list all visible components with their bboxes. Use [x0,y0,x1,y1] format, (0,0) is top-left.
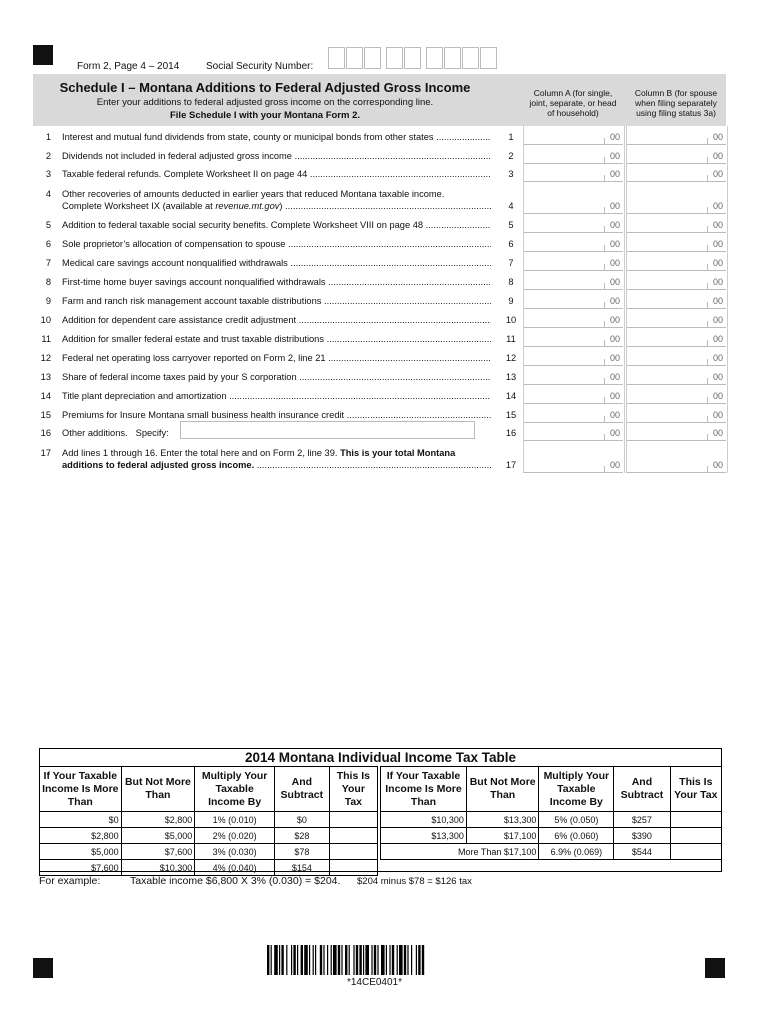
cents-value: 00 [609,315,620,325]
schedule-title: Schedule I – Montana Additions to Federal Adjusted Gross Income [59,80,471,95]
cents-value: 00 [712,391,723,401]
barcode-bar [363,945,364,975]
amount-input-col-b[interactable] [627,386,726,404]
amount-input-col-b[interactable] [627,146,726,164]
amount-input-col-a[interactable] [524,196,623,214]
barcode-bar [389,945,390,975]
tax-cell: $5,000 [40,844,122,860]
barcode-bar [293,945,295,975]
barcode-bar [338,945,340,975]
line-text: Sole proprietor’s allocation of compensation to spouse ..... [62,238,491,250]
barcode-bar [341,945,342,975]
th-not-more-than: But Not More Than [121,767,195,812]
tax-cell: $2,800 [40,828,122,844]
line-1 [33,126,497,145]
cents-value: 00 [712,410,723,420]
line-text: First-time home buyer savings account nonqualified withdrawals ..... [62,276,491,288]
amount-input-col-b[interactable] [627,127,726,145]
barcode-bar [301,945,303,975]
amount-input-col-a[interactable] [524,386,623,404]
cents-value: 00 [609,353,620,363]
barcode-bar [304,945,308,975]
cents-value: 00 [609,372,620,382]
amount-input-col-b[interactable] [627,348,726,366]
barcode-bar [309,945,310,975]
registration-mark-top-left [33,45,53,65]
line-2 [33,145,497,164]
registration-mark-bottom-left [33,958,53,978]
amount-input-col-b[interactable] [627,215,726,233]
tax-cell: $0 [40,812,122,828]
cents-value: 00 [609,151,620,161]
tax-table-title: 2014 Montana Individual Income Tax Table [244,750,517,765]
tax-bracket-row [381,812,722,828]
schedule-subtitle: Enter your additions to federal adjusted gross income on the corresponding line. [96,97,434,108]
example-calculation: Taxable income $6,800 X 3% (0.030) = $204. [130,875,341,887]
line-ref-number: 3 [508,169,514,179]
line-ref-number: 13 [505,372,517,382]
amount-input-col-b[interactable] [627,423,726,441]
cents-value: 00 [609,169,620,179]
your-tax-input[interactable] [329,844,377,860]
registration-mark-bottom-right [705,958,725,978]
line-text: Other additions. Specify: [62,428,169,438]
line-ref-number: 16 [505,428,517,438]
column-a-header: Column A (for single, joint, separate, or head of household) [529,88,617,118]
barcode-bar [422,945,424,975]
specify-label: Specify: [135,428,169,438]
barcode-bar [281,945,283,975]
tax-cell: $390 [614,828,670,844]
line-17 [33,441,497,473]
line-number: 8 [45,277,51,287]
cents-value: 00 [712,239,723,249]
line-ref-number: 9 [508,296,514,306]
tax-cell: $154 [274,860,329,876]
line-8 [33,271,497,290]
barcode-bar [320,945,322,975]
form-page-label: Form 2, Page 4 – 2014 [77,61,180,72]
cents-value: 00 [712,169,723,179]
line-7 [33,252,497,271]
schedule-file-note: File Schedule I with your Montana Form 2. [169,110,361,121]
barcode-bar [356,945,358,975]
line-ref-number: 5 [508,220,514,230]
amount-input-col-b[interactable] [627,367,726,385]
tax-table-right [380,766,722,860]
tax-cell: $0 [274,812,329,828]
line-number: 7 [45,258,51,268]
barcode-bar [333,945,337,975]
tax-cell: 1% (0.010) [195,812,275,828]
barcode [267,945,482,975]
specify-input[interactable] [180,421,475,439]
line-number: 2 [45,151,51,161]
cents-value: 00 [609,201,620,211]
line-text-continued: Complete Worksheet IX (available at revenue.mt.gov) ..... [62,200,491,212]
amount-input-col-a[interactable] [524,146,623,164]
line-text: Addition for dependent care assistance credit adjustment ..... [62,314,491,326]
barcode-bar [286,945,287,975]
line-ref-number: 15 [505,410,517,420]
cents-value: 00 [712,296,723,306]
line-number: 11 [41,334,51,344]
line-number: 6 [45,239,51,249]
barcode-bar [359,945,361,975]
your-tax-input[interactable] [329,860,377,876]
amount-input-col-a[interactable] [524,367,623,385]
amount-input-col-a[interactable] [524,253,623,271]
cents-value: 00 [712,372,723,382]
tax-cell: $28 [274,828,329,844]
tax-bracket-row [40,812,378,828]
th-not-more-than-2: But Not More Than [466,767,538,812]
barcode-bar [315,945,316,975]
line-text: Interest and mutual fund dividends from state, county or municipal bonds from other states ..... [62,131,491,143]
amount-input-col-a[interactable] [524,310,623,328]
barcode-bar [297,945,298,975]
cents-value: 00 [712,334,723,344]
th-more-than-2: If Your Taxable Income Is More Than [381,767,467,812]
barcode-bar [327,945,328,975]
cents-value: 00 [712,353,723,363]
cents-value: 00 [712,201,723,211]
line-number: 10 [40,315,51,325]
barcode-bar [353,945,354,975]
amount-input-col-b[interactable] [627,405,726,423]
amount-input-col-a[interactable] [524,215,623,233]
line-ref-number: 14 [505,391,517,401]
amount-input-col-b[interactable] [627,291,726,309]
cents-value: 00 [712,132,723,142]
cents-value: 00 [609,391,620,401]
example-result: $204 minus $78 = $126 tax [357,876,472,887]
tax-bracket-row [40,860,378,876]
barcode-bar [386,945,387,975]
line-13 [33,366,497,385]
line-9 [33,290,497,309]
tax-cell: $13,300 [381,828,467,844]
line-text: Premiums for Insure Montana small business health insurance credit ..... [62,409,491,421]
line-number: 3 [45,169,51,179]
barcode-bar [399,945,403,975]
line-text: Dividends not included in federal adjusted gross income ..... [62,150,491,162]
tax-bracket-row [40,828,378,844]
tax-cell: 2% (0.020) [195,828,275,844]
amount-input-col-b[interactable] [627,164,726,182]
cents-value: 00 [712,277,723,287]
barcode-bar [323,945,324,975]
barcode-bar [407,945,408,975]
barcode-bar [397,945,398,975]
cents-value: 00 [609,132,620,142]
th-more-than: If Your Taxable Income Is More Than [40,767,122,812]
barcode-bar [365,945,369,975]
tax-cell: $10,300 [381,812,467,828]
tax-bracket-row [40,844,378,860]
line-text: Title plant depreciation and amortization ..... [62,390,491,402]
amount-input-col-b[interactable] [627,253,726,271]
barcode-bar [416,945,417,975]
line-6 [33,233,497,252]
amount-input-col-a[interactable] [524,329,623,347]
tax-bracket-row [381,844,722,860]
cents-value: 00 [609,220,620,230]
line-number: 4 [45,189,51,199]
tax-cell: 5% (0.050) [539,812,614,828]
cents-value: 00 [712,220,723,230]
cents-value: 00 [712,151,723,161]
amount-input-col-b[interactable] [627,455,726,473]
barcode-bar [274,945,278,975]
tax-cell: $17,100 [466,828,538,844]
barcode-bar [313,945,314,975]
line-number: 17 [40,448,51,458]
line-number: 9 [45,296,51,306]
barcode-bar [349,945,350,975]
line-12 [33,347,497,366]
th-multiply-2: Multiply Your Taxable Income By [539,767,614,812]
tax-cell: $7,600 [121,844,195,860]
line-ref-number: 2 [508,151,514,161]
cents-value: 00 [712,258,723,268]
barcode-bar [271,945,272,975]
barcode-bar [381,945,385,975]
cents-value: 00 [712,428,723,438]
tax-cell: 3% (0.030) [195,844,275,860]
cents-value: 00 [609,428,620,438]
tax-cell: $10,300 [121,860,195,876]
line-text: Medical care savings account nonqualified withdrawals ..... [62,257,491,269]
column-b-header: Column B (for spouse when filing separately using filing status 3a) [634,88,718,118]
th-your-tax: This Is Your Tax [329,767,377,812]
cents-value: 00 [712,460,723,470]
line-text: Farm and ranch risk management account taxable distributions ..... [62,295,491,307]
amount-input-col-a[interactable] [524,405,623,423]
amount-input-col-b[interactable] [627,329,726,347]
tax-cell: 6.9% (0.069) [539,844,614,860]
line-text: Share of federal income taxes paid by your S corporation ..... [62,371,491,383]
line-text: Other recoveries of amounts deducted in earlier years that reduced Montana taxable income. [62,189,445,199]
ssn-label: Social Security Number: [206,61,314,72]
amount-input-col-a[interactable] [524,272,623,290]
tax-cell: $2,800 [121,812,195,828]
amount-input-col-b[interactable] [627,310,726,328]
barcode-bar [418,945,420,975]
amount-input-col-b[interactable] [627,272,726,290]
cents-value: 00 [712,315,723,325]
line-ref-number: 11 [506,334,516,344]
cents-value: 00 [609,258,620,268]
barcode-bar [411,945,412,975]
your-tax-input[interactable] [329,828,377,844]
tax-table-left [39,766,378,876]
barcode-bar [374,945,376,975]
tax-table [39,748,722,872]
amount-input-col-a[interactable] [524,127,623,145]
tax-cell: $544 [614,844,670,860]
line-text-continued: additions to federal adjusted gross income. ..... [62,459,491,471]
amount-input-col-a[interactable] [524,164,623,182]
barcode-bar [371,945,372,975]
barcode-bar [279,945,280,975]
line-text: Add lines 1 through 16. Enter the total here and on Form 2, line 39. This is your total Montana [62,448,456,458]
line-ref-number: 7 [508,258,514,268]
your-tax-input[interactable] [670,844,721,860]
line-text: Addition for smaller federal estate and trust taxable distributions ..... [62,333,491,345]
th-your-tax-2: This Is Your Tax [670,767,721,812]
line-3 [33,164,497,182]
cents-value: 00 [609,239,620,249]
your-tax-input[interactable] [329,812,377,828]
barcode-bar [291,945,292,975]
barcode-bar [404,945,406,975]
cents-value: 00 [609,460,620,470]
example-label: For example: [39,875,101,887]
tax-cell: 6% (0.060) [539,828,614,844]
line-ref-number: 17 [505,460,517,470]
line-text: Taxable federal refunds. Complete Worksheet II on page 44 ..... [62,168,491,180]
line-text: Federal net operating loss carryover reported on Form 2, line 21 ..... [62,352,491,364]
amount-input-col-a[interactable] [524,234,623,252]
line-ref-number: 4 [508,201,514,211]
barcode-bar [392,945,394,975]
line-10 [33,309,497,328]
your-tax-input[interactable] [670,812,721,828]
amount-input-col-a[interactable] [524,348,623,366]
cents-value: 00 [609,334,620,344]
line-number: 13 [40,372,51,382]
line-ref-number: 8 [508,277,514,287]
cents-value: 00 [609,410,620,420]
th-multiply: Multiply Your Taxable Income By [195,767,275,812]
line-11 [33,328,497,347]
line-ref-number: 1 [508,132,514,142]
th-subtract-2: And Subtract [614,767,670,812]
tax-cell: More Than $17,100 [381,844,539,860]
tax-cell: $13,300 [466,812,538,828]
tax-cell: $7,600 [40,860,122,876]
your-tax-input[interactable] [670,828,721,844]
tax-cell: $257 [614,812,670,828]
line-number: 12 [40,353,51,363]
cents-value: 00 [609,296,620,306]
amount-input-col-b[interactable] [627,196,726,214]
tax-bracket-row [381,828,722,844]
line-number: 16 [40,428,51,438]
barcode-text: *14CE0401* [346,977,403,988]
tax-cell: 4% (0.040) [195,860,275,876]
line-number: 14 [40,391,51,401]
amount-input-col-a[interactable] [524,423,623,441]
line-text: Addition to federal taxable social security benefits. Complete Worksheet VIII on page 48 ..... [62,219,491,231]
line-number: 1 [45,132,51,142]
tax-cell: $5,000 [121,828,195,844]
line-ref-number: 12 [505,353,517,363]
line-ref-number: 10 [505,315,517,325]
tax-cell: $78 [274,844,329,860]
line-14 [33,385,497,404]
line-4 [33,182,497,214]
th-subtract: And Subtract [274,767,329,812]
barcode-bar [345,945,347,975]
barcode-bar [267,945,269,975]
amount-input-col-a[interactable] [524,291,623,309]
barcode-bar [377,945,378,975]
cents-value: 00 [609,277,620,287]
line-number: 5 [45,220,51,230]
barcode-bar [331,945,332,975]
line-number: 15 [40,410,51,420]
line-5 [33,214,497,233]
amount-input-col-a[interactable] [524,455,623,473]
amount-input-col-b[interactable] [627,234,726,252]
line-ref-number: 6 [508,239,514,249]
